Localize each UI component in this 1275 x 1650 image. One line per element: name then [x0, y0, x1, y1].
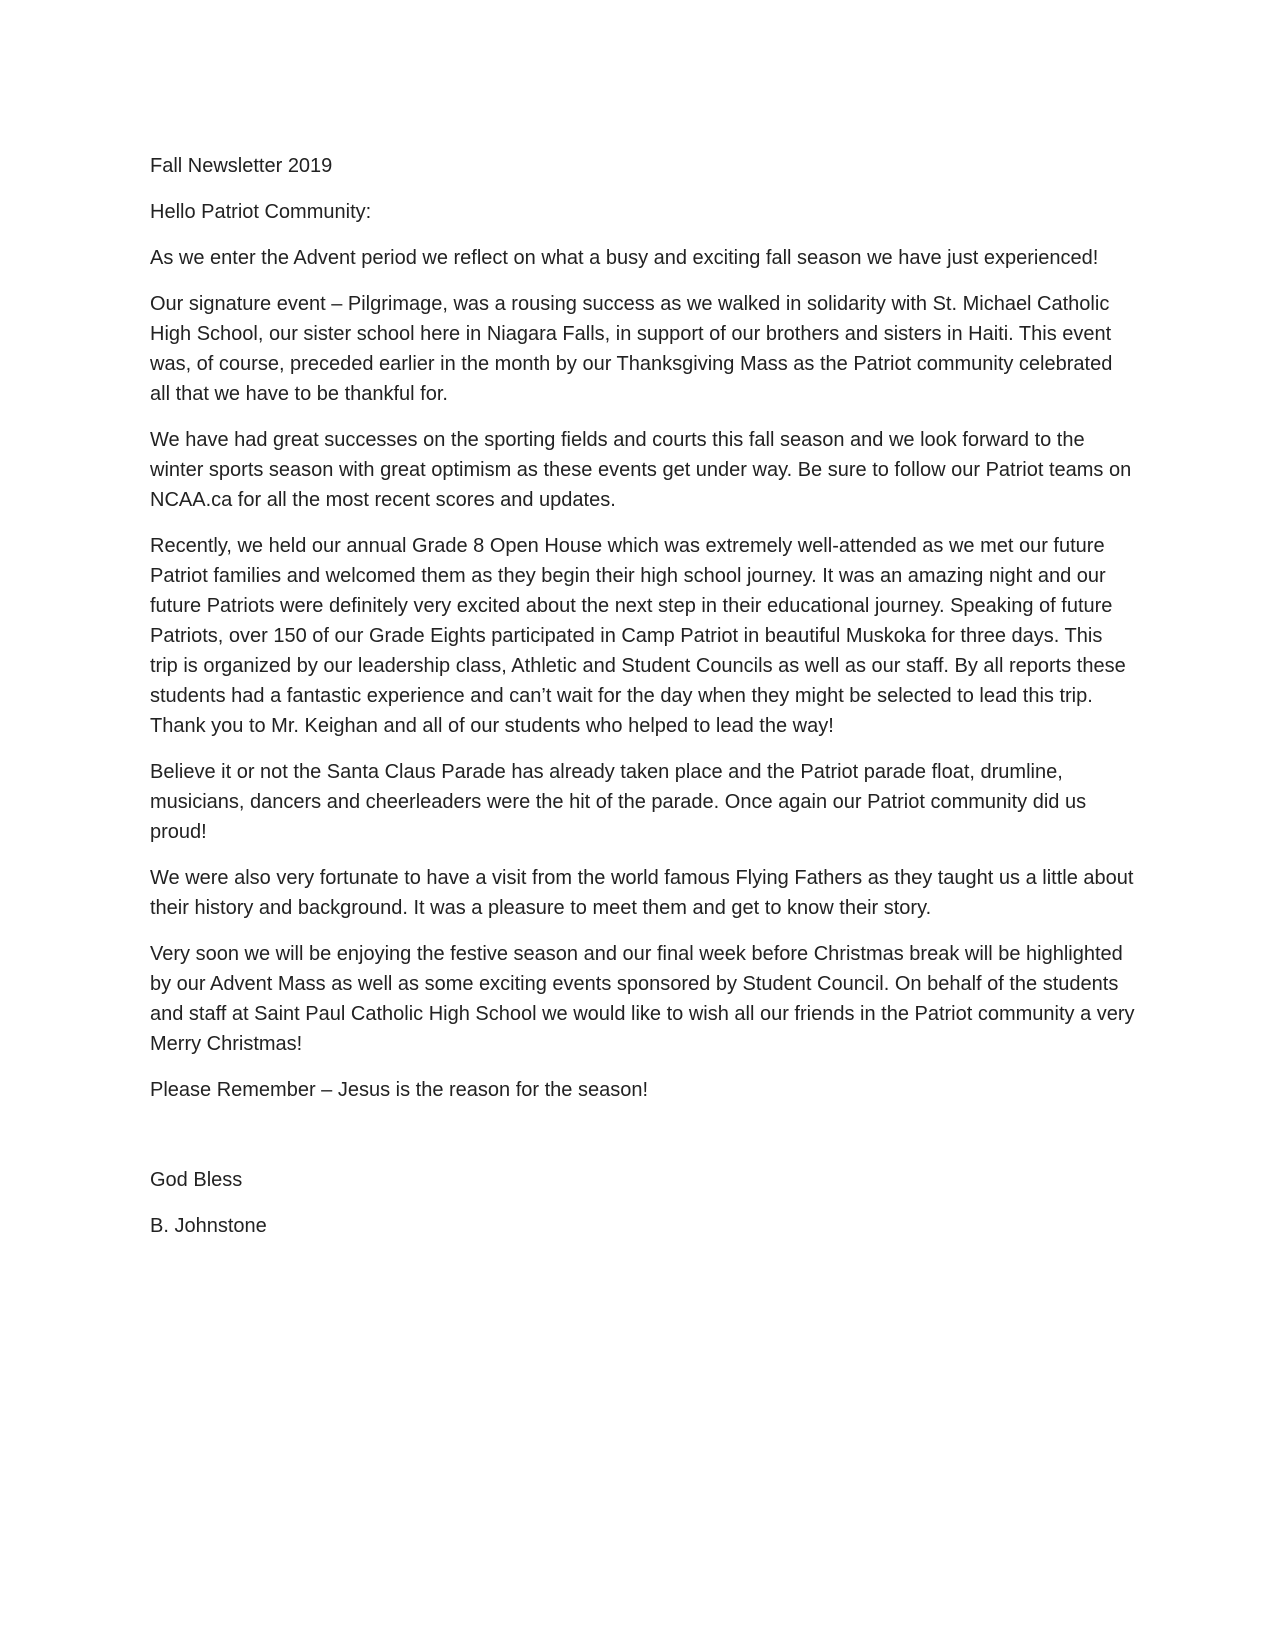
paragraph-festive-season: Very soon we will be enjoying the festive season and our final week before Christmas break will be highlighted by our Advent Mass as well as some exciting events sponsored by Student Council. On behalf of the students and staff at Saint Paul Catholic High School we would like to wish all our friends in the Patriot community a very Merry Christmas! [150, 943, 1135, 1055]
paragraph-pilgrimage: Our signature event – Pilgrimage, was a rousing success as we walked in solidarity with St. Michael Catholic High School, our sister school here in Niagara Falls, in support of our brothers and sisters in Haiti. This event was, of course, preceded earlier in the month by our Thanksgiving Mass as the Patriot community celebrated all that we have to be thankful for. [150, 293, 1113, 405]
closing: God Bless [150, 1169, 243, 1191]
paragraph-remember: Please Remember – Jesus is the reason for the season! [150, 1079, 649, 1101]
signature: B. Johnstone [150, 1215, 267, 1237]
paragraph-open-house: Recently, we held our annual Grade 8 Open House which was extremely well-attended as we met our future Patriot families and welcomed them as they begin their high school journey. It was an amazing night and our future Patriots were definitely very excited about the next step in their educational journey. Speaking of future Patriots, over 150 of our Grade Eights participated in Camp Patriot in beautiful Muskoka for three days. This trip is organized by our leadership class, Athletic and Student Councils as well as our staff. By all reports these students had a fantastic experience and can’t wait for the day when they might be selected to lead this trip. Thank you to Mr. Keighan and all of our students who helped to lead the way! [150, 535, 1126, 737]
greeting: Hello Patriot Community: [150, 201, 372, 223]
paragraph-sports: We have had great successes on the sporting fields and courts this fall season and we look forward to the winter sports season with great optimism as these events get under way. Be sure to follow our Patriot teams on NCAA.ca for all the most recent scores and updates. [150, 429, 1132, 511]
newsletter-letter [150, 151, 1135, 1257]
newsletter-title: Fall Newsletter 2019 [150, 155, 333, 177]
paragraph-flying-fathers: We were also very fortunate to have a visit from the world famous Flying Fathers as they taught us a little about their history and background. It was a pleasure to meet them and get to know their story. [150, 867, 1134, 919]
paragraph-parade: Believe it or not the Santa Claus Parade has already taken place and the Patriot parade float, drumline, musicians, dancers and cheerleaders were the hit of the parade. Once again our Patriot community did us proud! [150, 761, 1087, 843]
paragraph-advent: As we enter the Advent period we reflect on what a busy and exciting fall season we have just experienced! [150, 247, 1099, 269]
spacer [150, 1121, 1135, 1165]
